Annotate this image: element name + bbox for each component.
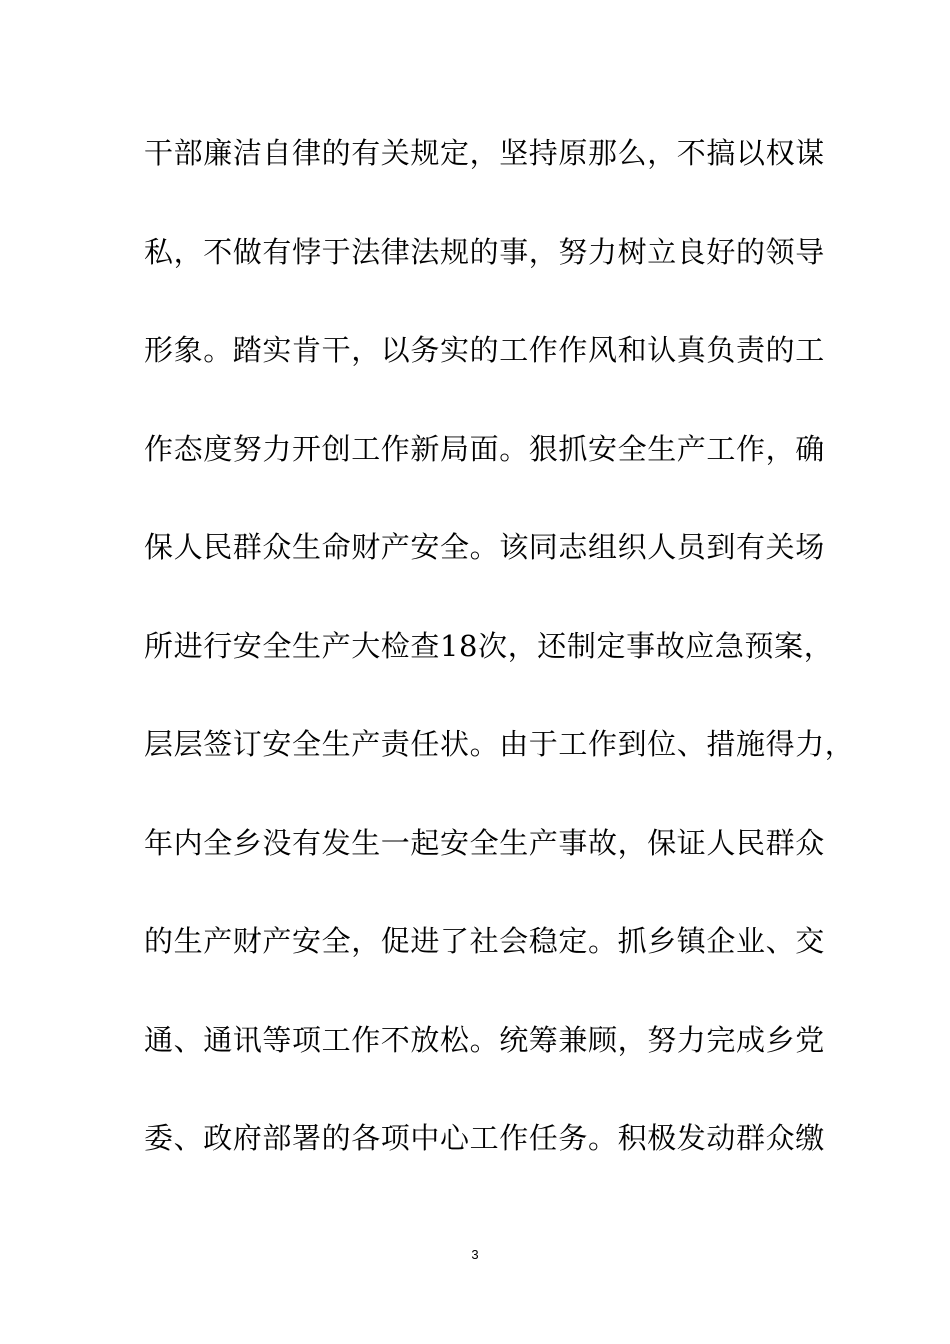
text-line: 的生产财产安全，促进了社会稳定。抓乡镇企业、交 bbox=[144, 924, 825, 958]
text-line: 作态度努力开创工作新局面。狠抓安全生产工作，确 bbox=[144, 431, 825, 466]
page-number: 3 bbox=[471, 1247, 479, 1262]
text-line: 所进行安全生产大检查18次，还制定事故应急预案， bbox=[144, 628, 834, 663]
text-line: 保人民群众生命财产安全。该同志组织人员到有关场 bbox=[144, 530, 825, 564]
text-line: 委、政府部署的各项中心工作任务。积极发动群众缴 bbox=[144, 1121, 825, 1155]
text-line: 层层签订安全生产责任状。由于工作到位、措施得力， bbox=[144, 727, 855, 761]
text-line: 年内全乡没有发生一起安全生产事故，保证人民群众 bbox=[144, 825, 825, 860]
text-line: 干部廉洁自律的有关规定，坚持原那么，不搞以权谋 bbox=[144, 136, 825, 170]
text-line: 形象。踏实肯干，以务实的工作作风和认真负责的工 bbox=[144, 333, 825, 367]
text-line: 私，不做有悖于法律法规的事，努力树立良好的领导 bbox=[144, 234, 825, 269]
text-line: 通、通讯等项工作不放松。统筹兼顾，努力完成乡党 bbox=[144, 1022, 825, 1057]
body-text bbox=[144, 130, 855, 1214]
